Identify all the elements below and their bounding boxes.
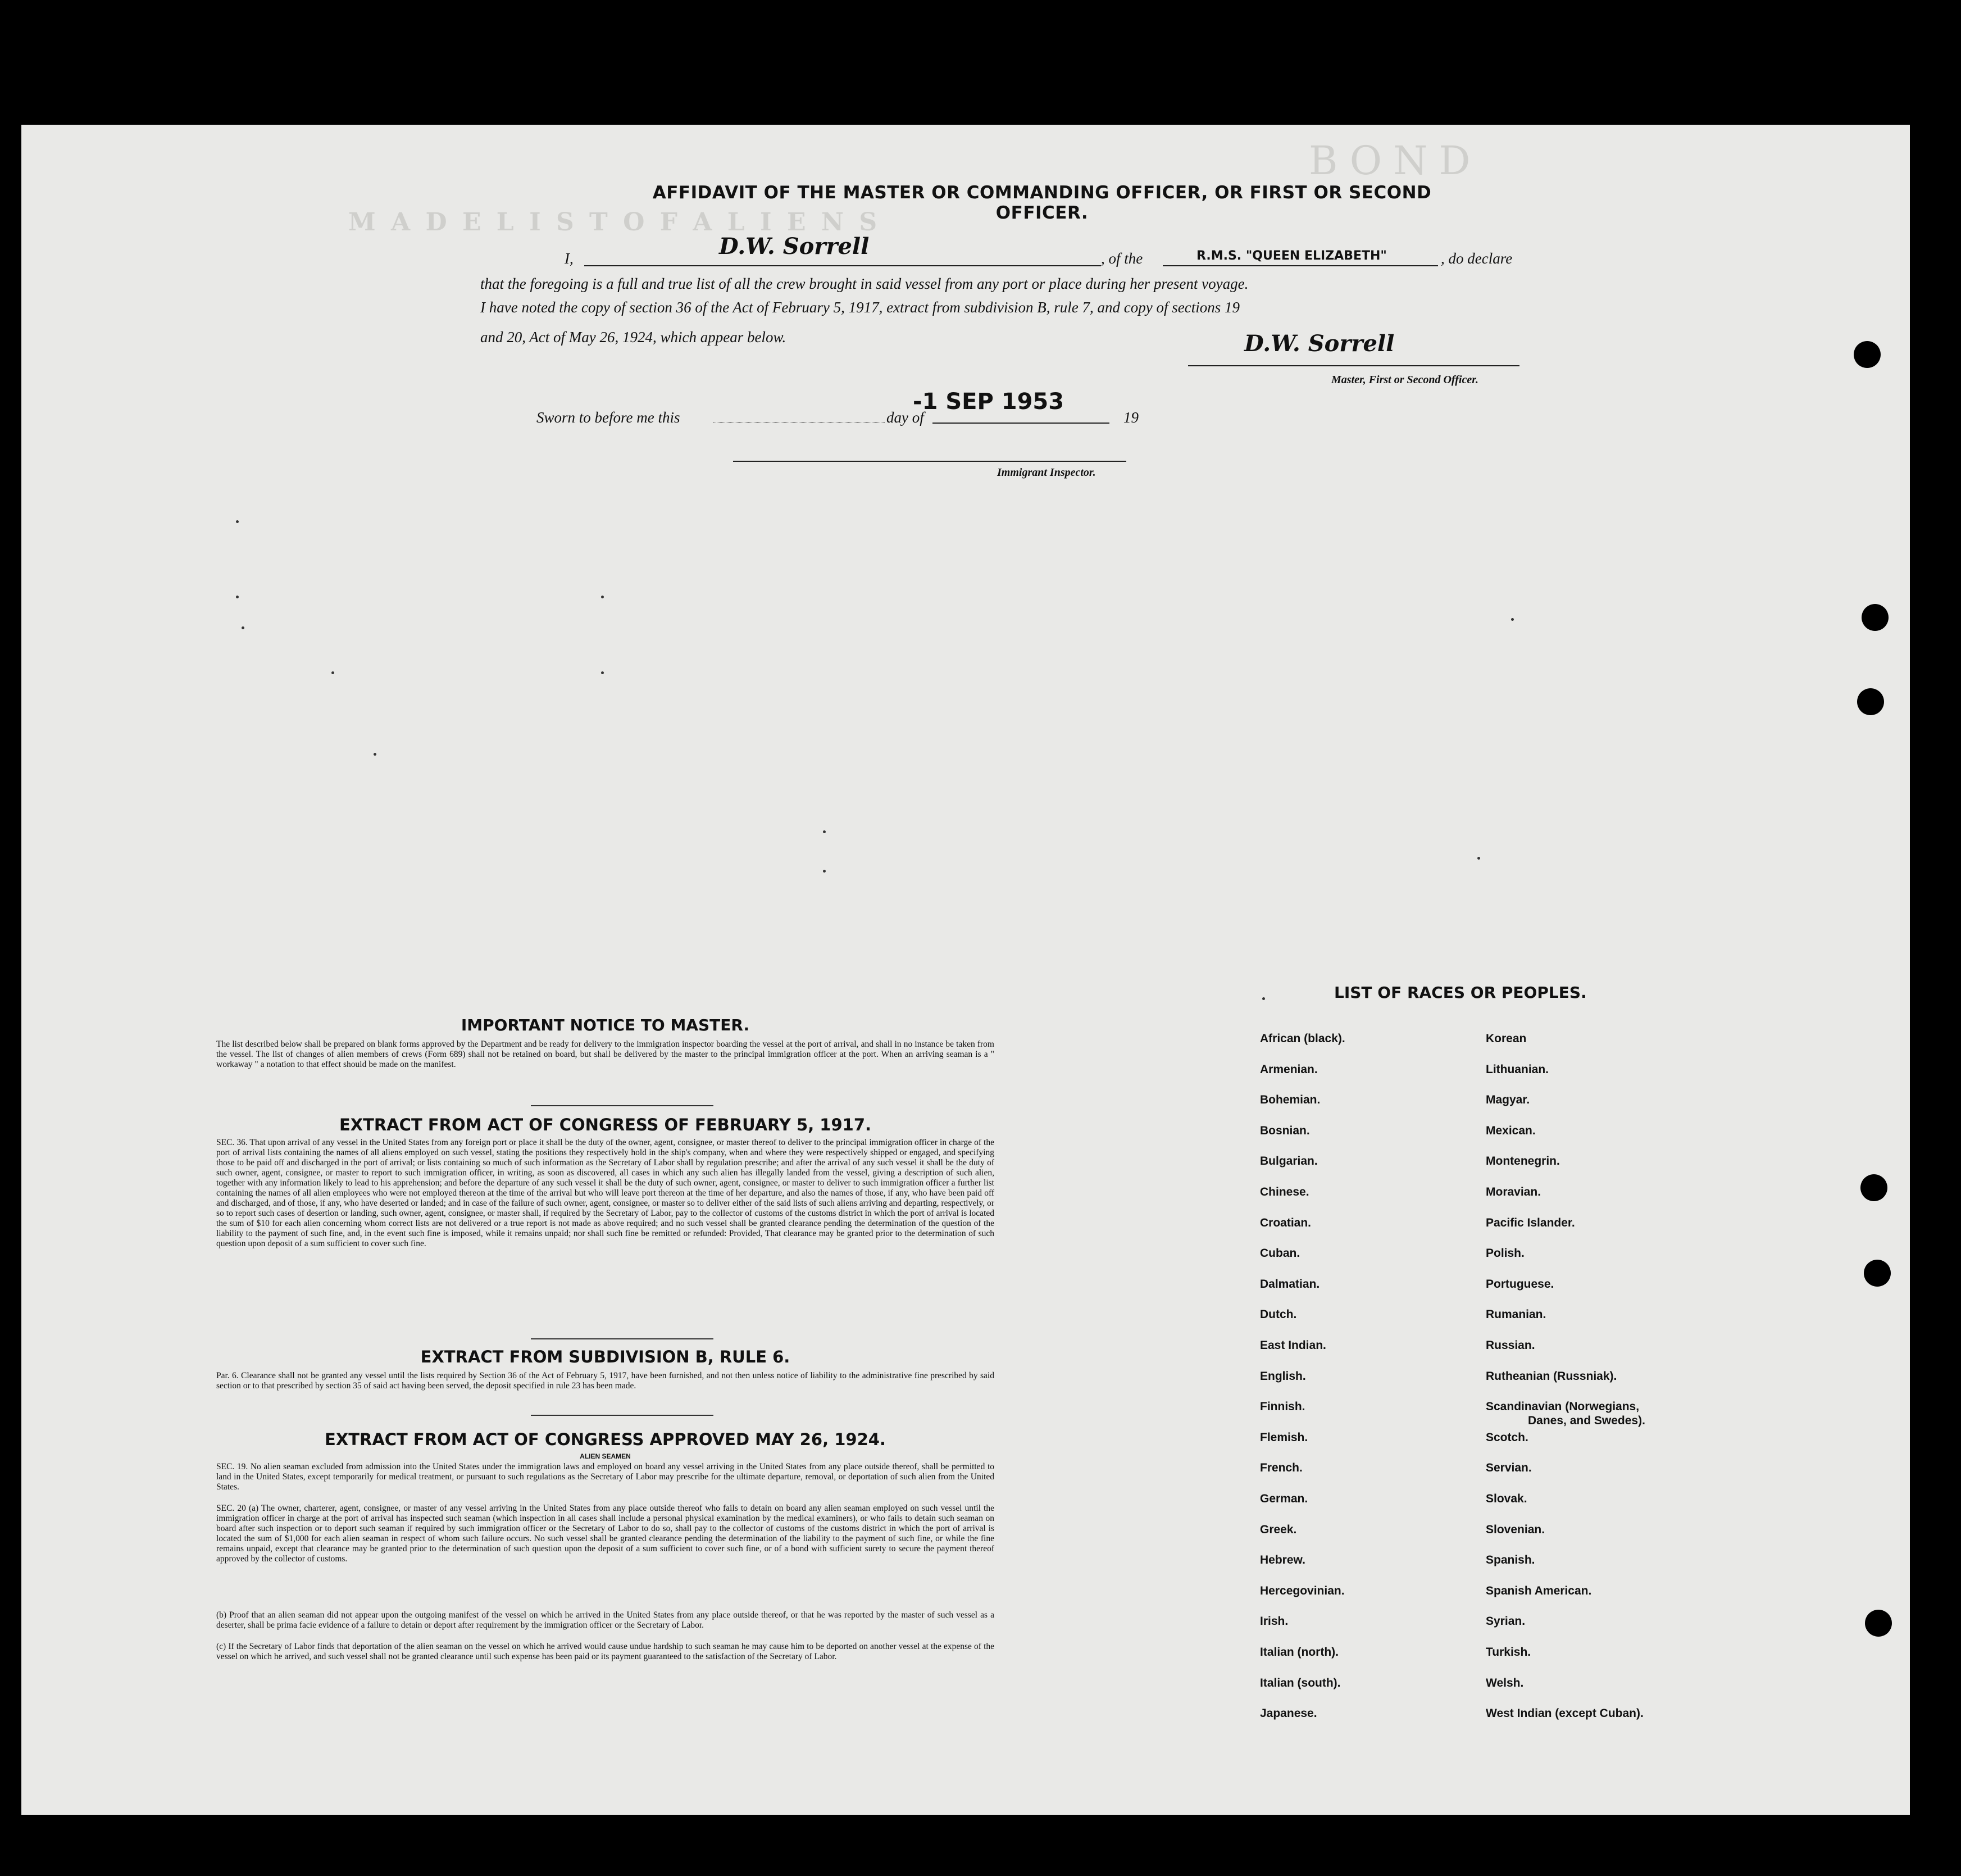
leader-dot bbox=[1262, 997, 1265, 1000]
leader-dot bbox=[242, 626, 244, 629]
race-item: Polish. bbox=[1486, 1247, 1525, 1260]
race-item: Korean bbox=[1486, 1032, 1527, 1045]
leader-dot bbox=[374, 753, 376, 756]
race-item: Cuban. bbox=[1260, 1247, 1300, 1260]
race-item: Mexican. bbox=[1486, 1124, 1536, 1137]
affidavit-line3: I have noted the copy of section 36 of the Act of February 5, 1917, extract from subdivision B, rule 7, and copy of sections 19 bbox=[480, 299, 1240, 316]
leader-dot bbox=[236, 596, 239, 598]
leader-dot bbox=[236, 520, 239, 523]
race-item: Rumanian. bbox=[1486, 1308, 1546, 1321]
punch-hole bbox=[1864, 1260, 1891, 1287]
leader-dot bbox=[331, 671, 334, 674]
race-item: Servian. bbox=[1486, 1461, 1532, 1474]
day-of-label: day of bbox=[886, 409, 924, 426]
race-item: Bosnian. bbox=[1260, 1124, 1310, 1137]
year-prefix: 19 bbox=[1123, 409, 1139, 426]
extract-1917-body: SEC. 36. That upon arrival of any vessel in the United States from any foreign port or place it shall be the duty of the owner, agent, consignee, or master thereof to deliver to the principal immigration officer in charge of the port of arrival lists containing the names of all aliens employed on such vessel, stating the positions they respectively hold in the ship's company, when and where they were respectively shipped or engaged, and specifying those to be paid off and discharged in the port of arrival; or lists containing so much of such information as the Secretary of Labor shall by regulation prescribe; and after the arrival of any such vessel it shall be the duty of such owner, agent, consignee, or master to report to such immigration officer, in writing, as soon as discovered, all cases in which any such alien has illegally landed from the vessel, giving a description of such alien, together with any information likely to lead to his apprehension; and before the departure of any such vessel it shall be the duty of such owner, agent, consignee, or master to deliver to such immigration officer a further list containing the names of all alien employees who were not employed thereon at the time of the arrival but who will leave port thereon at the time of her departure, and also the names of those, if any, who have been paid off and discharged, and of those, if any, who have deserted or landed; and in case of the failure of such owner, agent, consignee, or master so to deliver either of the said lists of such aliens arriving and departing, respectively, or so to report such cases of desertion or landing, such owner, agent, consignee, or master shall, if required by the Secretary of Labor, pay to the collector of customs of the customs district in which the port of arrival is located the sum of $10 for each alien concerning whom correct lists are not delivered or a true report is not made as above required; and no such vessel shall be granted clearance pending the determination of the question of the liability to the payment of such fine, and, in the event such fine is imposed, while it remains unpaid; nor shall such fine be remitted or refunded: Provided, That clearance may be granted prior to the determination of such question upon deposit of a sum sufficient to cover such fine. bbox=[216, 1138, 994, 1248]
race-item: Dalmatian. bbox=[1260, 1278, 1320, 1291]
race-item: Pacific Islander. bbox=[1486, 1216, 1575, 1229]
race-item: Italian (south). bbox=[1260, 1677, 1341, 1689]
race-item: Rutheanian (Russniak). bbox=[1486, 1370, 1617, 1383]
divider bbox=[531, 1105, 713, 1106]
punch-hole bbox=[1857, 688, 1884, 715]
affidavit-title: AFFIDAVIT OF THE MASTER OR COMMANDING OFFICER, OR FIRST OR SECOND OFFICER. bbox=[652, 183, 1432, 223]
race-item: Hercegovinian. bbox=[1260, 1584, 1345, 1597]
race-item: Hebrew. bbox=[1260, 1554, 1305, 1566]
extract-1924-sec20a: SEC. 20 (a) The owner, charterer, agent, consignee, or master of any vessel arriving in the United States from any place outside thereof who fails to detain on board any alien seaman employed on such vessel until the immigration officer in charge at the port of arrival has inspected such seaman (which inspection in all cases shall include a personal physical examination by the medical examiners), or who fails to detain such seaman on board after such inspection or to deport such seaman if required by such immigration officer or the Secretary of Labor to do so, shall pay to the collector of customs of the customs district in which the port of arrival is located the sum of $1,000 for each alien seaman in respect of whom such failure occurs. No such vessel shall be granted clearance pending the determination of the liability to the payment of such fine, or while the fine remains unpaid, except that clearance may be granted prior to the determination of such question upon the deposit of a sum sufficient to cover such fine, or of a bond with sufficient surety to secure the payment thereof approved by the collector of customs. bbox=[216, 1503, 994, 1564]
bleed-through-text: M A D E L I S T O F A L I E N S bbox=[348, 208, 881, 237]
notice-title: IMPORTANT NOTICE TO MASTER. bbox=[461, 1016, 750, 1034]
race-item: Spanish American. bbox=[1486, 1584, 1592, 1597]
master-signature-2: D.W. Sorrell bbox=[1244, 330, 1395, 357]
race-item: Bulgarian. bbox=[1260, 1155, 1318, 1168]
leader-dot bbox=[823, 870, 826, 873]
vessel-name: R.M.S. "QUEEN ELIZABETH" bbox=[1196, 249, 1387, 263]
inspector-line bbox=[733, 461, 1126, 462]
name-line bbox=[584, 265, 1101, 266]
master-signature: D.W. Sorrell bbox=[719, 233, 870, 260]
race-item: Portuguese. bbox=[1486, 1278, 1554, 1291]
race-item: Turkish. bbox=[1486, 1646, 1531, 1659]
race-item: Scotch. bbox=[1486, 1431, 1528, 1444]
race-item: Finnish. bbox=[1260, 1400, 1305, 1413]
date-line bbox=[932, 423, 1109, 424]
master-label: Master, First or Second Officer. bbox=[1331, 374, 1478, 386]
race-item: Chinese. bbox=[1260, 1185, 1309, 1198]
race-item: Magyar. bbox=[1486, 1093, 1530, 1106]
race-scandinavian-cont: Danes, and Swedes). bbox=[1528, 1414, 1645, 1427]
leader-dot bbox=[1477, 857, 1480, 860]
race-item: Welsh. bbox=[1486, 1677, 1524, 1689]
divider bbox=[531, 1415, 713, 1416]
race-item: German. bbox=[1260, 1492, 1308, 1505]
race-item: Dutch. bbox=[1260, 1308, 1297, 1321]
do-declare-label: , do declare bbox=[1441, 250, 1513, 267]
races-title: LIST OF RACES OR PEOPLES. bbox=[1334, 983, 1587, 1002]
race-item: French. bbox=[1260, 1461, 1303, 1474]
of-the-label: , of the bbox=[1101, 250, 1143, 267]
punch-hole bbox=[1865, 1610, 1892, 1637]
race-item: Russian. bbox=[1486, 1339, 1535, 1352]
sworn-label: Sworn to before me this bbox=[536, 409, 680, 426]
race-item: Slovenian. bbox=[1486, 1523, 1545, 1536]
date-stamp: -1 SEP 1953 bbox=[913, 389, 1064, 415]
punch-hole bbox=[1860, 1174, 1887, 1201]
extract-1917-title: EXTRACT FROM ACT OF CONGRESS OF FEBRUARY 5, 1917. bbox=[339, 1115, 872, 1134]
leader-dot bbox=[1511, 618, 1514, 621]
leader-dot bbox=[601, 671, 604, 674]
vessel-line bbox=[1163, 265, 1438, 266]
race-item: English. bbox=[1260, 1370, 1306, 1383]
race-item: East Indian. bbox=[1260, 1339, 1326, 1352]
race-item: Italian (north). bbox=[1260, 1646, 1339, 1659]
punch-hole bbox=[1862, 604, 1889, 631]
extract-rule6-body: Par. 6. Clearance shall not be granted any vessel until the lists required by Section 36 of the Act of February 5, 1917, have been furnished, and not then unless notice of liability to the administrative fine prescribed by said section or to that prescribed by section 35 of said act having been served, the deposit specified in rule 23 has been made. bbox=[216, 1371, 994, 1391]
signature-line bbox=[1188, 365, 1519, 366]
race-item: Montenegrin. bbox=[1486, 1155, 1560, 1168]
race-item: Bohemian. bbox=[1260, 1093, 1321, 1106]
notice-body: The list described below shall be prepared on blank forms approved by the Department and be ready for delivery to the immigration inspector boarding the vessel at the port of arrival, and shall in no instance be taken from the vessel. The list of changes of alien members of crews (Form 689) shall not be retained on board, but shall be delivered by the master to the principal immigration officer at the port. When an arriving seaman is a " workaway " a notation to that effect should be made on the manifest. bbox=[216, 1039, 994, 1069]
race-item: Scandinavian (Norwegians, bbox=[1486, 1400, 1640, 1413]
extract-1924-subtitle: ALIEN SEAMEN bbox=[580, 1452, 631, 1460]
race-item: Flemish. bbox=[1260, 1431, 1308, 1444]
race-item: Japanese. bbox=[1260, 1707, 1317, 1720]
race-item: Croatian. bbox=[1260, 1216, 1312, 1229]
affidavit-line4: and 20, Act of May 26, 1924, which appear below. bbox=[480, 329, 786, 346]
inspector-label: Immigrant Inspector. bbox=[997, 466, 1096, 479]
affidavit-line2: that the foregoing is a full and true list of all the crew brought in said vessel from any port or place during her present voyage. bbox=[480, 275, 1249, 292]
extract-1924-sec19: SEC. 19. No alien seaman excluded from admission into the United States under the immigration laws and employed on board any vessel arriving in the United States from any place outside thereof, shall be permitted to land in the United States, except temporarily for medical treatment, or pursuant to such regulations as the Secretary of Labor may prescribe for the ultimate departure, removal, or deportation of such alien from the United States. bbox=[216, 1462, 994, 1492]
leader-dot bbox=[601, 596, 604, 598]
punch-hole bbox=[1854, 341, 1881, 368]
race-item: Slovak. bbox=[1486, 1492, 1527, 1505]
race-item: African (black). bbox=[1260, 1032, 1345, 1045]
extract-1924-sec20c: (c) If the Secretary of Labor finds that deportation of the alien seaman on the vessel on which he arrived would cause undue hardship to such seaman he may cause him to be deported on another vessel at the expense of the vessel on which he arrived, and such vessel shall not be granted clearance until such expense has been paid or its payment guaranteed to the satisfaction of the Secretary of Labor. bbox=[216, 1642, 994, 1661]
affidavit-i: I, bbox=[565, 250, 574, 267]
race-item: Lithuanian. bbox=[1486, 1063, 1549, 1076]
race-item: Greek. bbox=[1260, 1523, 1297, 1536]
race-item: Spanish. bbox=[1486, 1554, 1535, 1566]
race-item: West Indian (except Cuban). bbox=[1486, 1707, 1644, 1720]
divider bbox=[531, 1338, 713, 1339]
leader-dot bbox=[823, 830, 826, 833]
extract-1924-title: EXTRACT FROM ACT OF CONGRESS APPROVED MAY 26, 1924. bbox=[325, 1430, 886, 1449]
race-item: Armenian. bbox=[1260, 1063, 1318, 1076]
extract-1924-sec20b: (b) Proof that an alien seaman did not appear upon the outgoing manifest of the vessel on which he arrived in the United States from any place outside thereof, or that he was reported by the master of such vessel as a deserter, shall be prima facie evidence of a failure to detain or deport after requirement by the immigration officer or the Secretary of Labor. bbox=[216, 1610, 994, 1630]
race-item: Moravian. bbox=[1486, 1185, 1541, 1198]
bleed-through-text: BOND bbox=[1309, 138, 1482, 184]
extract-rule6-title: EXTRACT FROM SUBDIVISION B, RULE 6. bbox=[420, 1347, 790, 1366]
race-item: Irish. bbox=[1260, 1615, 1289, 1628]
race-item: Syrian. bbox=[1486, 1615, 1526, 1628]
